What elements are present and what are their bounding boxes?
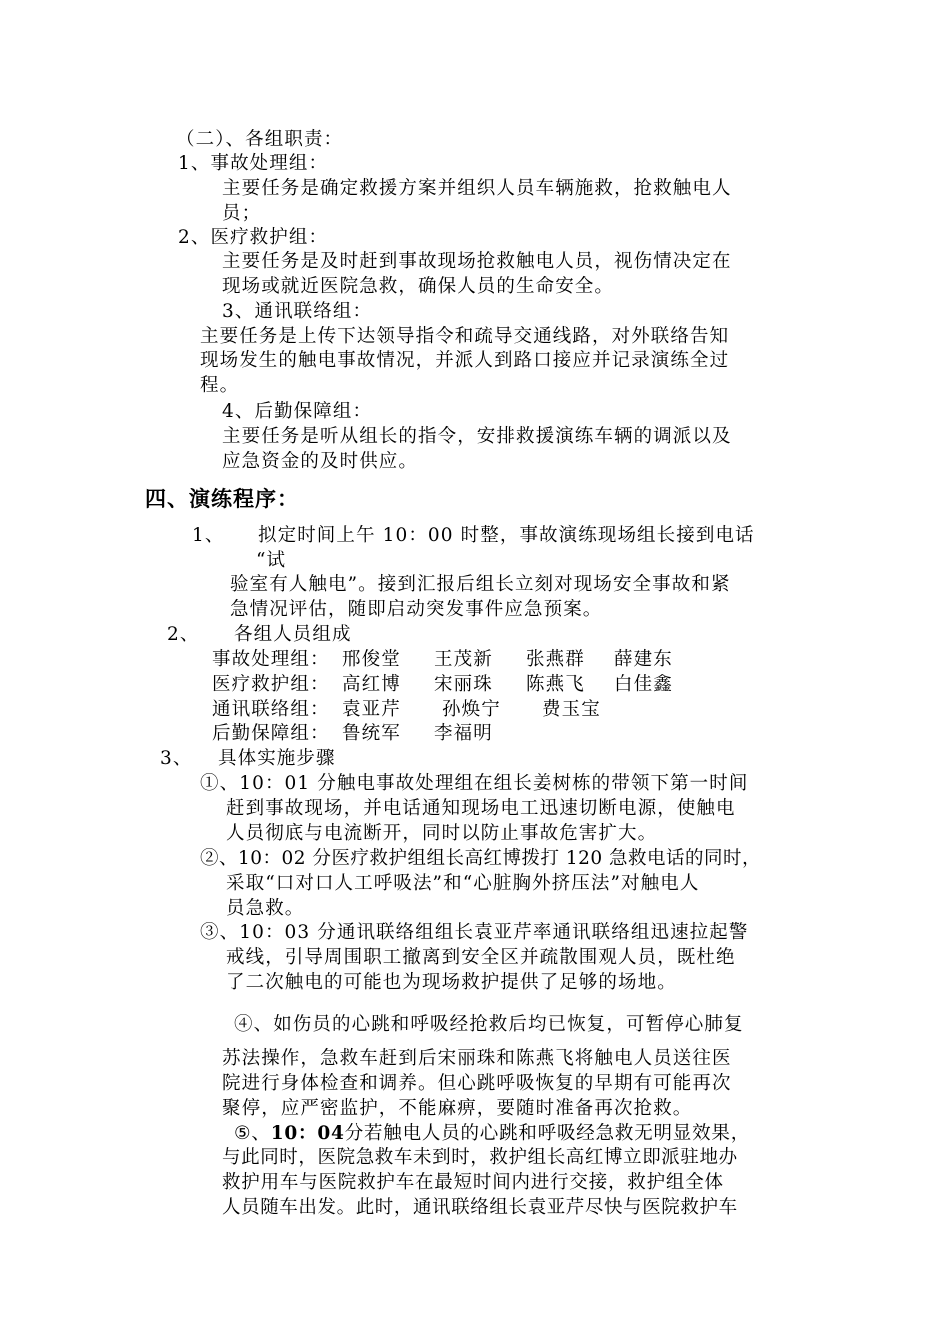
roster-member: 鲁统军	[342, 723, 401, 744]
step-title: 具体实施步骤	[218, 748, 336, 769]
roster-group: 事故处理组：	[212, 649, 330, 670]
procedure-line: 采取“口对口人工呼吸法”和“心脏胸外挤压法”对触电人	[226, 873, 700, 894]
paragraph-line: 程。	[200, 375, 240, 396]
roster-member: 孙焕宁	[442, 699, 501, 720]
roster-member: 邢俊堂	[342, 649, 401, 670]
paragraph-line: 员；	[222, 203, 262, 224]
group-title-logistics: 4、后勤保障组：	[222, 401, 373, 422]
roster-member: 白佳鑫	[614, 674, 673, 695]
procedure-line: 救护用车与医院救护车在最短时间内进行交接，救护组全体	[222, 1172, 724, 1193]
paragraph-line: 拟定时间上午 10：00 时整，事故演练现场组长接到电话	[258, 525, 755, 546]
procedure-line: 员急救。	[226, 898, 305, 919]
paragraph-line: 急情况评估，随即启动突发事件应急预案。	[230, 599, 603, 620]
step-time: 10：04	[270, 1123, 345, 1144]
section-subtitle: （二）、各组职责：	[176, 129, 344, 150]
step-marker: ⑤、	[234, 1123, 271, 1144]
procedure-text: 分若触电人员的心跳和呼吸经急救无明显效果，	[344, 1123, 750, 1144]
procedure-line	[234, 1122, 750, 1146]
roster-member: 高红博	[342, 674, 401, 695]
roster-row	[212, 722, 493, 746]
roster-member: 王茂新	[434, 649, 493, 670]
paragraph-line: 现场或就近医院急救，确保人员的生命安全。	[222, 276, 615, 297]
paragraph-line: 验室有人触电”。接到汇报后组长立刻对现场安全事故和紧	[230, 574, 731, 595]
procedure-line: ①、10：01 分触电事故处理组在组长姜树栋的带领下第一时间	[200, 773, 749, 794]
paragraph-line: 主要任务是及时赶到事故现场抢救触电人员，视伤情决定在	[222, 251, 732, 272]
roster-member: 张燕群	[526, 649, 585, 670]
procedure-line: 院进行身体检查和调养。但心跳呼吸恢复的早期有可能再次	[222, 1073, 732, 1094]
step-title: 各组人员组成	[234, 624, 352, 645]
procedure-line: 戒线，引导周围职工撤离到安全区并疏散围观人员，既杜绝	[226, 947, 736, 968]
paragraph-line: 主要任务是上传下达领导指令和疏导交通线路，对外联络告知	[200, 326, 730, 347]
procedure-line: 了二次触电的可能也为现场救护提供了足够的场地。	[226, 972, 677, 993]
roster-row	[212, 673, 673, 697]
roster-group: 通讯联络组：	[212, 699, 330, 720]
roster-member: 费玉宝	[542, 699, 601, 720]
paragraph-line: 主要任务是听从组长的指令，安排救援演练车辆的调派以及	[222, 426, 732, 447]
procedure-line: 人员随车出发。此时，通讯联络组长袁亚芹尽快与医院救护车	[222, 1197, 738, 1218]
group-title-accident: 1、事故处理组：	[178, 153, 329, 174]
paragraph-line: 主要任务是确定救援方案并组织人员车辆施救，抢救触电人	[222, 178, 732, 199]
procedure-line: 苏法操作，急救车赶到后宋丽珠和陈燕飞将触电人员送往医	[222, 1048, 732, 1069]
roster-member: 陈燕飞	[526, 674, 585, 695]
roster-row	[212, 648, 673, 672]
roster-group: 后勤保障组：	[212, 723, 330, 744]
paragraph-line: 应急资金的及时供应。	[222, 451, 419, 472]
roster-member: 宋丽珠	[434, 674, 493, 695]
step-number: 1、	[192, 525, 225, 546]
roster-member: 袁亚芹	[342, 699, 401, 720]
roster-group: 医疗救护组：	[212, 674, 330, 695]
group-title-medical: 2、医疗救护组：	[178, 227, 329, 248]
step-number: 2、	[167, 624, 200, 645]
roster-member: 薛建东	[614, 649, 673, 670]
paragraph-line: 现场发生的触电事故情况，并派人到路口接应并记录演练全过	[200, 350, 730, 371]
group-title-comms: 3、通讯联络组：	[222, 301, 373, 322]
procedure-line: 人员彻底与电流断开，同时以防止事故危害扩大。	[226, 823, 658, 844]
procedure-line: 聚停，应严密监护，不能麻痹，要随时准备再次抢救。	[222, 1098, 693, 1119]
procedure-line: ②、10：02 分医疗救护组组长高红博拨打 120 急救电话的同时，	[200, 848, 762, 869]
step-number: 3、	[160, 748, 193, 769]
procedure-line: 与此同时，医院急救车未到时，救护组长高红博立即派驻地办	[222, 1147, 738, 1168]
roster-row	[212, 698, 601, 722]
procedure-line: ③、10：03 分通讯联络组组长袁亚芹率通讯联络组迅速拉起警	[200, 922, 749, 943]
procedure-line: 赶到事故现场，并电话通知现场电工迅速切断电源，使触电	[226, 798, 736, 819]
paragraph-line: “试	[256, 550, 287, 571]
section-heading: 四、演练程序：	[145, 487, 299, 511]
procedure-line: ④、如伤员的心跳和呼吸经抢救后均已恢复，可暂停心肺复	[234, 1014, 744, 1035]
roster-member: 李福明	[434, 723, 493, 744]
